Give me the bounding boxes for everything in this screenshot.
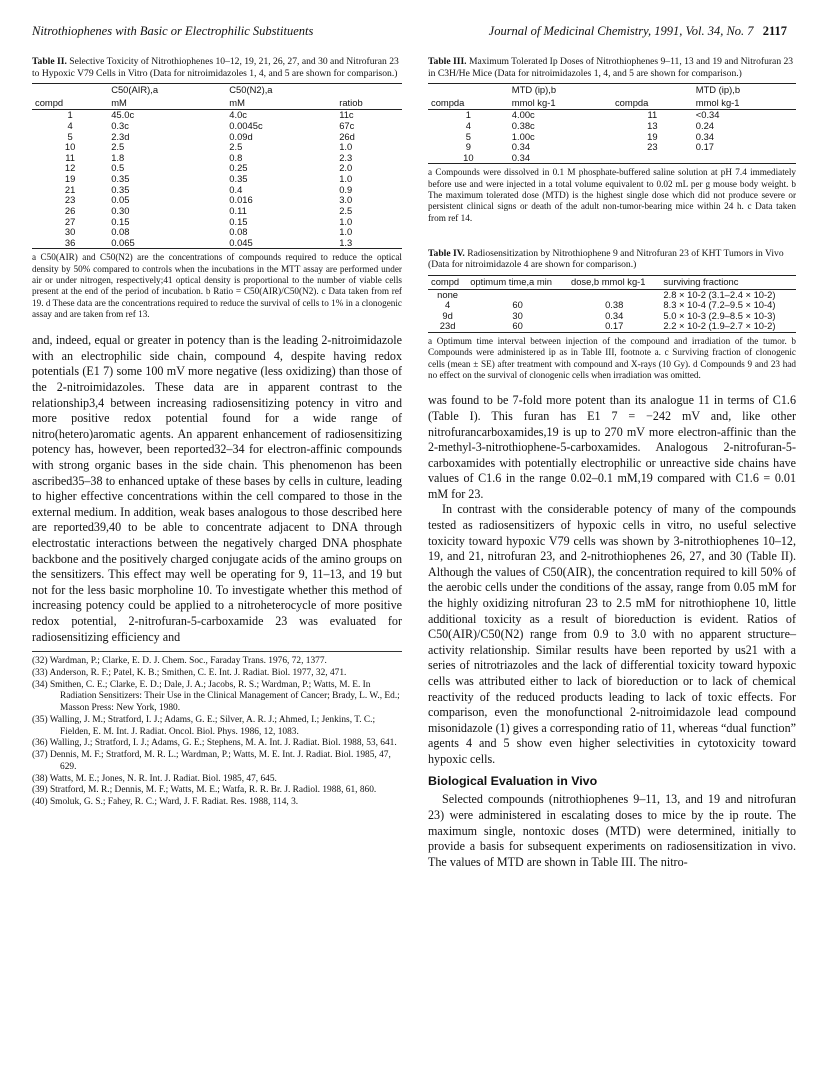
table3-unit-b: mmol kg-1 — [693, 97, 796, 110]
table-cell: 8.3 × 10-4 (7.2–9.5 × 10-4) — [663, 299, 776, 311]
running-title: Nitrothiophenes with Basic or Electrophilic Substituents — [32, 24, 314, 38]
table-cell: 1 — [465, 109, 471, 121]
table-cell: 23d — [428, 321, 467, 332]
table-cell: 0.11 — [229, 204, 247, 216]
table-cell: 9 — [465, 141, 471, 153]
table-row — [428, 110, 796, 121]
table4 — [428, 275, 796, 333]
table4-title — [428, 248, 796, 271]
table-row — [428, 153, 796, 164]
table-row — [428, 132, 796, 143]
table-cell: 10 — [64, 141, 76, 153]
table-cell: 5 — [465, 130, 471, 142]
table2-footnote: a C50(AIR) and C50(N2) are the concentrations of compounds required to reduce the optical density by 50% compared to controls when the incubations in the MTT assay are performed under air or under nitrogen, respectively;41 optical density is proportional to the number of viable cells present at the end of the period of incubation. b Ratio = C50(AIR)/C50(N2). c Data taken from ref 19. d These data are the concentrations required to reduce the survival of cells to 1% in a clonogenic assay and are taken from ref 13. — [32, 252, 402, 319]
reference-item: (33) Anderson, R. F.; Patel, K. B.; Smithen, C. E. Int. J. Radiat. Biol. 1977, 32, 471. — [32, 667, 347, 678]
table-row — [428, 142, 796, 153]
table-cell: 0.5 — [111, 162, 125, 174]
table2-header-ratio-spacer — [336, 84, 402, 97]
table-cell: 12 — [64, 162, 76, 174]
table-cell: 30 — [64, 226, 76, 238]
table3-compd-label-b: compda — [612, 97, 693, 110]
table-cell: 0.17 — [695, 141, 715, 153]
table2-header-compd-label: compd — [32, 97, 108, 110]
table3 — [428, 83, 796, 164]
table-cell: 1.0 — [339, 173, 353, 184]
table2-header-ratio: ratiob — [336, 97, 402, 110]
table-cell: 0.34 — [509, 153, 612, 164]
table2-title — [32, 56, 402, 79]
table-cell: 2.3 — [339, 151, 353, 163]
table-cell: 2.5 — [229, 141, 243, 153]
table-row — [428, 321, 796, 332]
table3-header-compd-a — [428, 84, 509, 97]
table2-header-air: C50(AIR),a — [108, 84, 226, 97]
table-cell: 1.00c — [511, 130, 535, 142]
table-row — [32, 238, 402, 249]
right-body-paragraph-3: Selected compounds (nitrothiophenes 9–11, 13, and 19 and nitrofuran 23) were administered in escalating doses to mice by the ip route. The maximum single, nontoxic doses (MTD) were determined, initially to provide a basis for subsequent experiments on radiosensitization in vivo. The values of MTD are shown in Table III. The nitro- — [428, 792, 796, 869]
reference-item: (34) Smithen, C. E.; Clarke, E. D.; Dale, J. A.; Jacobs, R. S.; Wardman, P.; Watts, M. E. In Radiation Sensitizers: Their Use in the Clinical Management of Cancer; Brady, L. W., Ed.; Masson Press: New York, 1980. — [32, 679, 400, 714]
table-cell: 1.8 — [111, 151, 125, 163]
table-cell: 67c — [339, 119, 355, 131]
table-cell: 0.17 — [568, 321, 660, 332]
table-cell: 1.0 — [339, 215, 353, 227]
table-cell: 9d — [442, 309, 453, 321]
table-cell: 4 — [465, 119, 471, 131]
table-cell: 27 — [64, 215, 76, 227]
table-cell: 0.34 — [605, 309, 624, 321]
table-cell: 4 — [444, 299, 451, 311]
table-cell: 60 — [467, 321, 568, 332]
table-cell: 0.05 — [111, 194, 130, 206]
table-cell: 1 — [67, 109, 73, 121]
table-cell: 45.0c — [111, 109, 135, 121]
table-cell: 13 — [647, 119, 658, 131]
table4-header-dose: dose,b mmol kg-1 — [568, 275, 660, 289]
table-row — [428, 121, 796, 132]
table-cell: 0.016 — [229, 194, 253, 206]
reference-item: (32) Wardman, P.; Clarke, E. D. J. Chem. Soc., Faraday Trans. 1976, 72, 1377. — [32, 656, 327, 667]
table3-header-compd-b — [612, 84, 693, 97]
table-cell: <0.34 — [695, 109, 720, 121]
table4-caption: Radiosensitization by Nitrothiophene 9 and Nitrofuran 23 of KHT Tumors in Vivo (Data for nitroimidazole 4 are shown for comparison.) — [428, 247, 784, 271]
table-cell: 23 — [64, 194, 76, 206]
table-cell: 2.5 — [111, 141, 125, 153]
table-cell: 0.4 — [229, 183, 243, 195]
table-cell: 0.065 — [108, 238, 226, 249]
table2-label: Table II. — [32, 56, 67, 67]
left-body-paragraph: and, indeed, equal or greater in potency than is the leading 2-nitroimidazole with an electrophilic side chain, compound 4, despite having redox potentials (E1 7) some 100 mV more negative (less oxidizing) than those of the 2-nitroimidazoles. These data are in apparent contrast to the relationship3,4 between increasing radiosensitizing potency in vitro and more positive redox potential found for a wide range of nitro(hetero)aromatic agents. An apparent enhancement of radiosensitizing potency has, however, been reported32–34 for electron-affinic compounds with strong organic bases in the side chain. This phenomenon has been ascribed35–38 to enhanced uptake of these bases by cells in culture, leading to higher effective concentrations within the cell compared to those in the external medium. In addition, weak bases analogous to those described here are reported39,40 to be able to concentrate adjacent to DNA through electrostatic interactions between the negatively charged DNA phosphate backbone and the positively charged conjugate acids of the amino groups on the sensitizers. This effect may well be operating for 9, 11–13, and 19 but not for the less basic morpholine 10. To investigate whether this method of increasing potency could be applied to a nitroheterocycle of more positive redox potential, 2-nitrofuran-5-carboxamide 23 was evaluated for radiosensitizing efficiency and — [32, 333, 402, 644]
table-cell: 1.0 — [339, 141, 353, 153]
table-cell: 1.3 — [336, 238, 402, 249]
table3-unit-a: mmol kg-1 — [509, 97, 612, 110]
table-cell: 1.0 — [339, 226, 353, 238]
table2-unit-air: mM — [108, 97, 226, 110]
table-cell: 0.34 — [511, 141, 531, 153]
table-cell: 0.0045c — [229, 119, 263, 131]
journal-citation — [489, 24, 787, 39]
reference-item: (36) Walling, J.; Stratford, I. J.; Adams, G. E.; Stephens, M. A. Int. J. Radiat. Biol. 1988, 53, 641. — [32, 738, 397, 749]
table4-header-time: optimum time,a min — [467, 275, 568, 289]
reference-item: (40) Smoluk, G. S.; Fahey, R. C.; Ward, J. F. Radiat. Res. 1988, 114, 3. — [32, 797, 299, 808]
table-row — [32, 206, 402, 217]
table3-label: Table III. — [428, 56, 467, 67]
journal-name: Journal of Medicinal Chemistry, 1991, Vol. 34, No. 7 — [488, 24, 754, 38]
table-cell: none — [437, 288, 459, 300]
table-cell: 0.045 — [226, 238, 336, 249]
table-cell: 0.24 — [695, 119, 715, 131]
table2-header-n2: C50(N2),a — [226, 84, 336, 97]
table4-label: Table IV. — [428, 247, 465, 259]
table-cell: 4 — [67, 119, 73, 131]
table-cell: 0.34 — [695, 130, 715, 142]
table-cell: 26 — [64, 204, 76, 216]
table3-title — [428, 56, 796, 79]
right-column — [428, 56, 796, 870]
table3-header-mtd-b: MTD (ip),b — [693, 84, 796, 97]
table2-caption: Selective Toxicity of Nitrothiophenes 10–12, 19, 21, 26, 27, and 30 and Nitrofuran 23 to Hypoxic V79 Cells in Vitro (Data for nitroimidazoles 1, 4, and 5 are shown for comparison.) — [32, 56, 399, 79]
references-list — [32, 651, 402, 809]
table-cell: 0.38 — [605, 299, 624, 311]
table-cell: 0.08 — [111, 226, 130, 238]
table-cell: 2.0 — [339, 162, 353, 174]
table-cell — [612, 153, 693, 164]
table-cell: 19 — [64, 173, 76, 184]
section-heading-in-vivo: Biological Evaluation in Vivo — [428, 773, 598, 788]
table-cell: 5.0 × 10-3 (2.9–8.5 × 10-3) — [663, 309, 776, 321]
reference-item: (39) Stratford, M. R.; Dennis, M. F.; Watts, M. E.; Watfa, R. R. Br. J. Radiol. 1988, 61, 860. — [32, 785, 377, 796]
left-column — [32, 56, 402, 809]
table3-caption: Maximum Tolerated Ip Doses of Nitrothiophenes 9–11, 13 and 19 and Nitrofuran 23 in C3H/He Mice (Data for nitroimidazoles 1, 4, and 5 are shown for comparison.) — [428, 56, 794, 79]
table-cell: 11c — [339, 109, 354, 121]
reference-item: (38) Watts, M. E.; Jones, N. R. Int. J. Radiat. Biol. 1985, 47, 645. — [32, 773, 277, 784]
table3-footnote: a Compounds were dissolved in 0.1 M phosphate-buffered saline solution at pH 7.4 immediately before use and were injected in a total volume equivalent to 0.02 mL per g mouse body weight. b The maximum tolerated dose (MTD) is the highest single dose which did not produce severe or persistent clinical signs or death of the adult non-tumor-bearing mice within 24 h. c Data taken from ref 14. — [428, 167, 796, 223]
reference-item: (37) Dennis, M. F.; Stratford, M. R. L.; Wardman, P.; Watts, M. E. Int. J. Radiat. Biol. 1985, 47, 629. — [32, 750, 391, 772]
table-cell: 26d — [339, 130, 355, 142]
table-cell: 0.35 — [229, 173, 248, 184]
table-cell: 30 — [512, 309, 523, 321]
table-cell: 10 — [428, 153, 509, 164]
table-cell: 11 — [65, 151, 75, 163]
table-cell: 0.15 — [229, 215, 248, 227]
table4-header-survival: surviving fractionc — [660, 275, 796, 289]
table-cell: 4.0c — [229, 109, 247, 121]
table2-unit-n2: mM — [226, 97, 336, 110]
table4-footnote: a Optimum time interval between injection of the compound and irradiation of the tumor. b Compounds were administered ip as in Table III, footnote a. c Surviving fraction of clonogenic cells (mean ± SE) after treatment with compound and X-rays (10 Gy). d Compounds 9 and 23 had no effect on the survival of clonogenic cells when irradiation was omitted. — [428, 336, 796, 380]
reference-item: (35) Walling, J. M.; Stratford, I. J.; Adams, G. E.; Silver, A. R. J.; Ahmed, I.; Jenkins, T. C.; Fielden, E. M. Int. J. Radiat. Oncol. Biol. Phys. 1986, 12, 1083. — [32, 714, 376, 737]
table3-compd-label-a: compda — [428, 97, 509, 110]
table-cell: 0.8 — [229, 151, 243, 163]
page-number: 2117 — [762, 24, 787, 38]
right-body-paragraph-1: was found to be 7-fold more potent than its analogue 11 in terms of C1.6 (Table I). This furan has E1 7 = −242 mV and, like other nitrofurancarboxamides,19 is up to 270 mV more electron-affinic than the 2-methyl-3-nitrothiophene-5-carboxamides. Analogous 2-nitrofuran-5-carboxamides with potentially electrophilic or unreactive side chains have values of C1.6 in the range 0.02–0.1 mM,19 compared with C1.6 = 0.01 mM for 23. — [428, 393, 796, 501]
table-cell: 5 — [67, 130, 73, 142]
table-cell: 60 — [512, 299, 523, 311]
table-cell: 0.15 — [111, 215, 130, 227]
table-row — [32, 121, 402, 132]
table-cell: 2.2 × 10-2 (1.9–2.7 × 10-2) — [660, 321, 796, 332]
table-cell: 36 — [32, 238, 108, 249]
table-cell: 11 — [647, 109, 658, 121]
table-cell: 0.30 — [111, 204, 130, 216]
table-cell: 0.35 — [111, 173, 130, 184]
table4-header-compd: compd — [428, 275, 467, 289]
table-cell: 19 — [647, 130, 658, 142]
right-body-paragraph-2: In contrast with the considerable potency of many of the compounds tested as radiosensitizers of hypoxic cells in vitro, no useful selective toxicity toward hypoxic V79 cells was shown by 3-nitrothiophenes 10–12, 19, and 21, nitrofuran 23, and 2-nitrothiophenes 26, 27, and 30 (Table II). Although the values of C50(AIR), the concentration required to kill 50% of the aerobic cells under the conditions of the assay, range from 0.05 mM for the highly oxidizing nitrofuran 23 to 2.5 mM for nitrothiophene 10, little additional toxicity as a result of bioreduction is evident. Ratios of C50(AIR)/C50(N2) range from 0.9 to 3.0 with no apparent structure–activity relationship. Similar results have been reported by us21 with a series of nitrotriazoles and the lack of differential toxicity toward hypoxic cells was attributed either to lack of bioreduction or to lack of chemical reactivity of the reduced products leading to lack of toxic effects. For comparison, even the monofunctional 2-nitroimidazole lead compound misonidazole (1) gives a corresponding ratio of 11, whereas “dual function” agents 4 and 5 show even higher selectivities in cytotoxicity toward hypoxic cells. — [428, 502, 796, 766]
table-cell: 0.08 — [229, 226, 248, 238]
table3-header-mtd-a: MTD (ip),b — [509, 84, 612, 97]
table-cell: 0.9 — [339, 183, 353, 195]
table2 — [32, 83, 402, 249]
table2-header-compd — [32, 84, 108, 97]
table-cell: 4.00c — [511, 109, 535, 121]
table-cell: 23 — [647, 141, 658, 153]
table-cell: 0.09d — [229, 130, 253, 142]
table-cell: 0.3c — [111, 119, 129, 131]
table-cell: 2.5 — [339, 204, 353, 216]
table-cell — [693, 153, 796, 164]
table-cell: 0.38c — [511, 119, 535, 131]
table-cell: 0.25 — [229, 162, 248, 174]
table-cell: 2.8 × 10-2 (3.1–2.4 × 10-2) — [663, 288, 776, 300]
table-cell: 21 — [64, 183, 76, 195]
table-cell: 0.35 — [111, 183, 130, 195]
table-cell: 2.3d — [111, 130, 130, 142]
table-cell: 3.0 — [339, 194, 353, 206]
